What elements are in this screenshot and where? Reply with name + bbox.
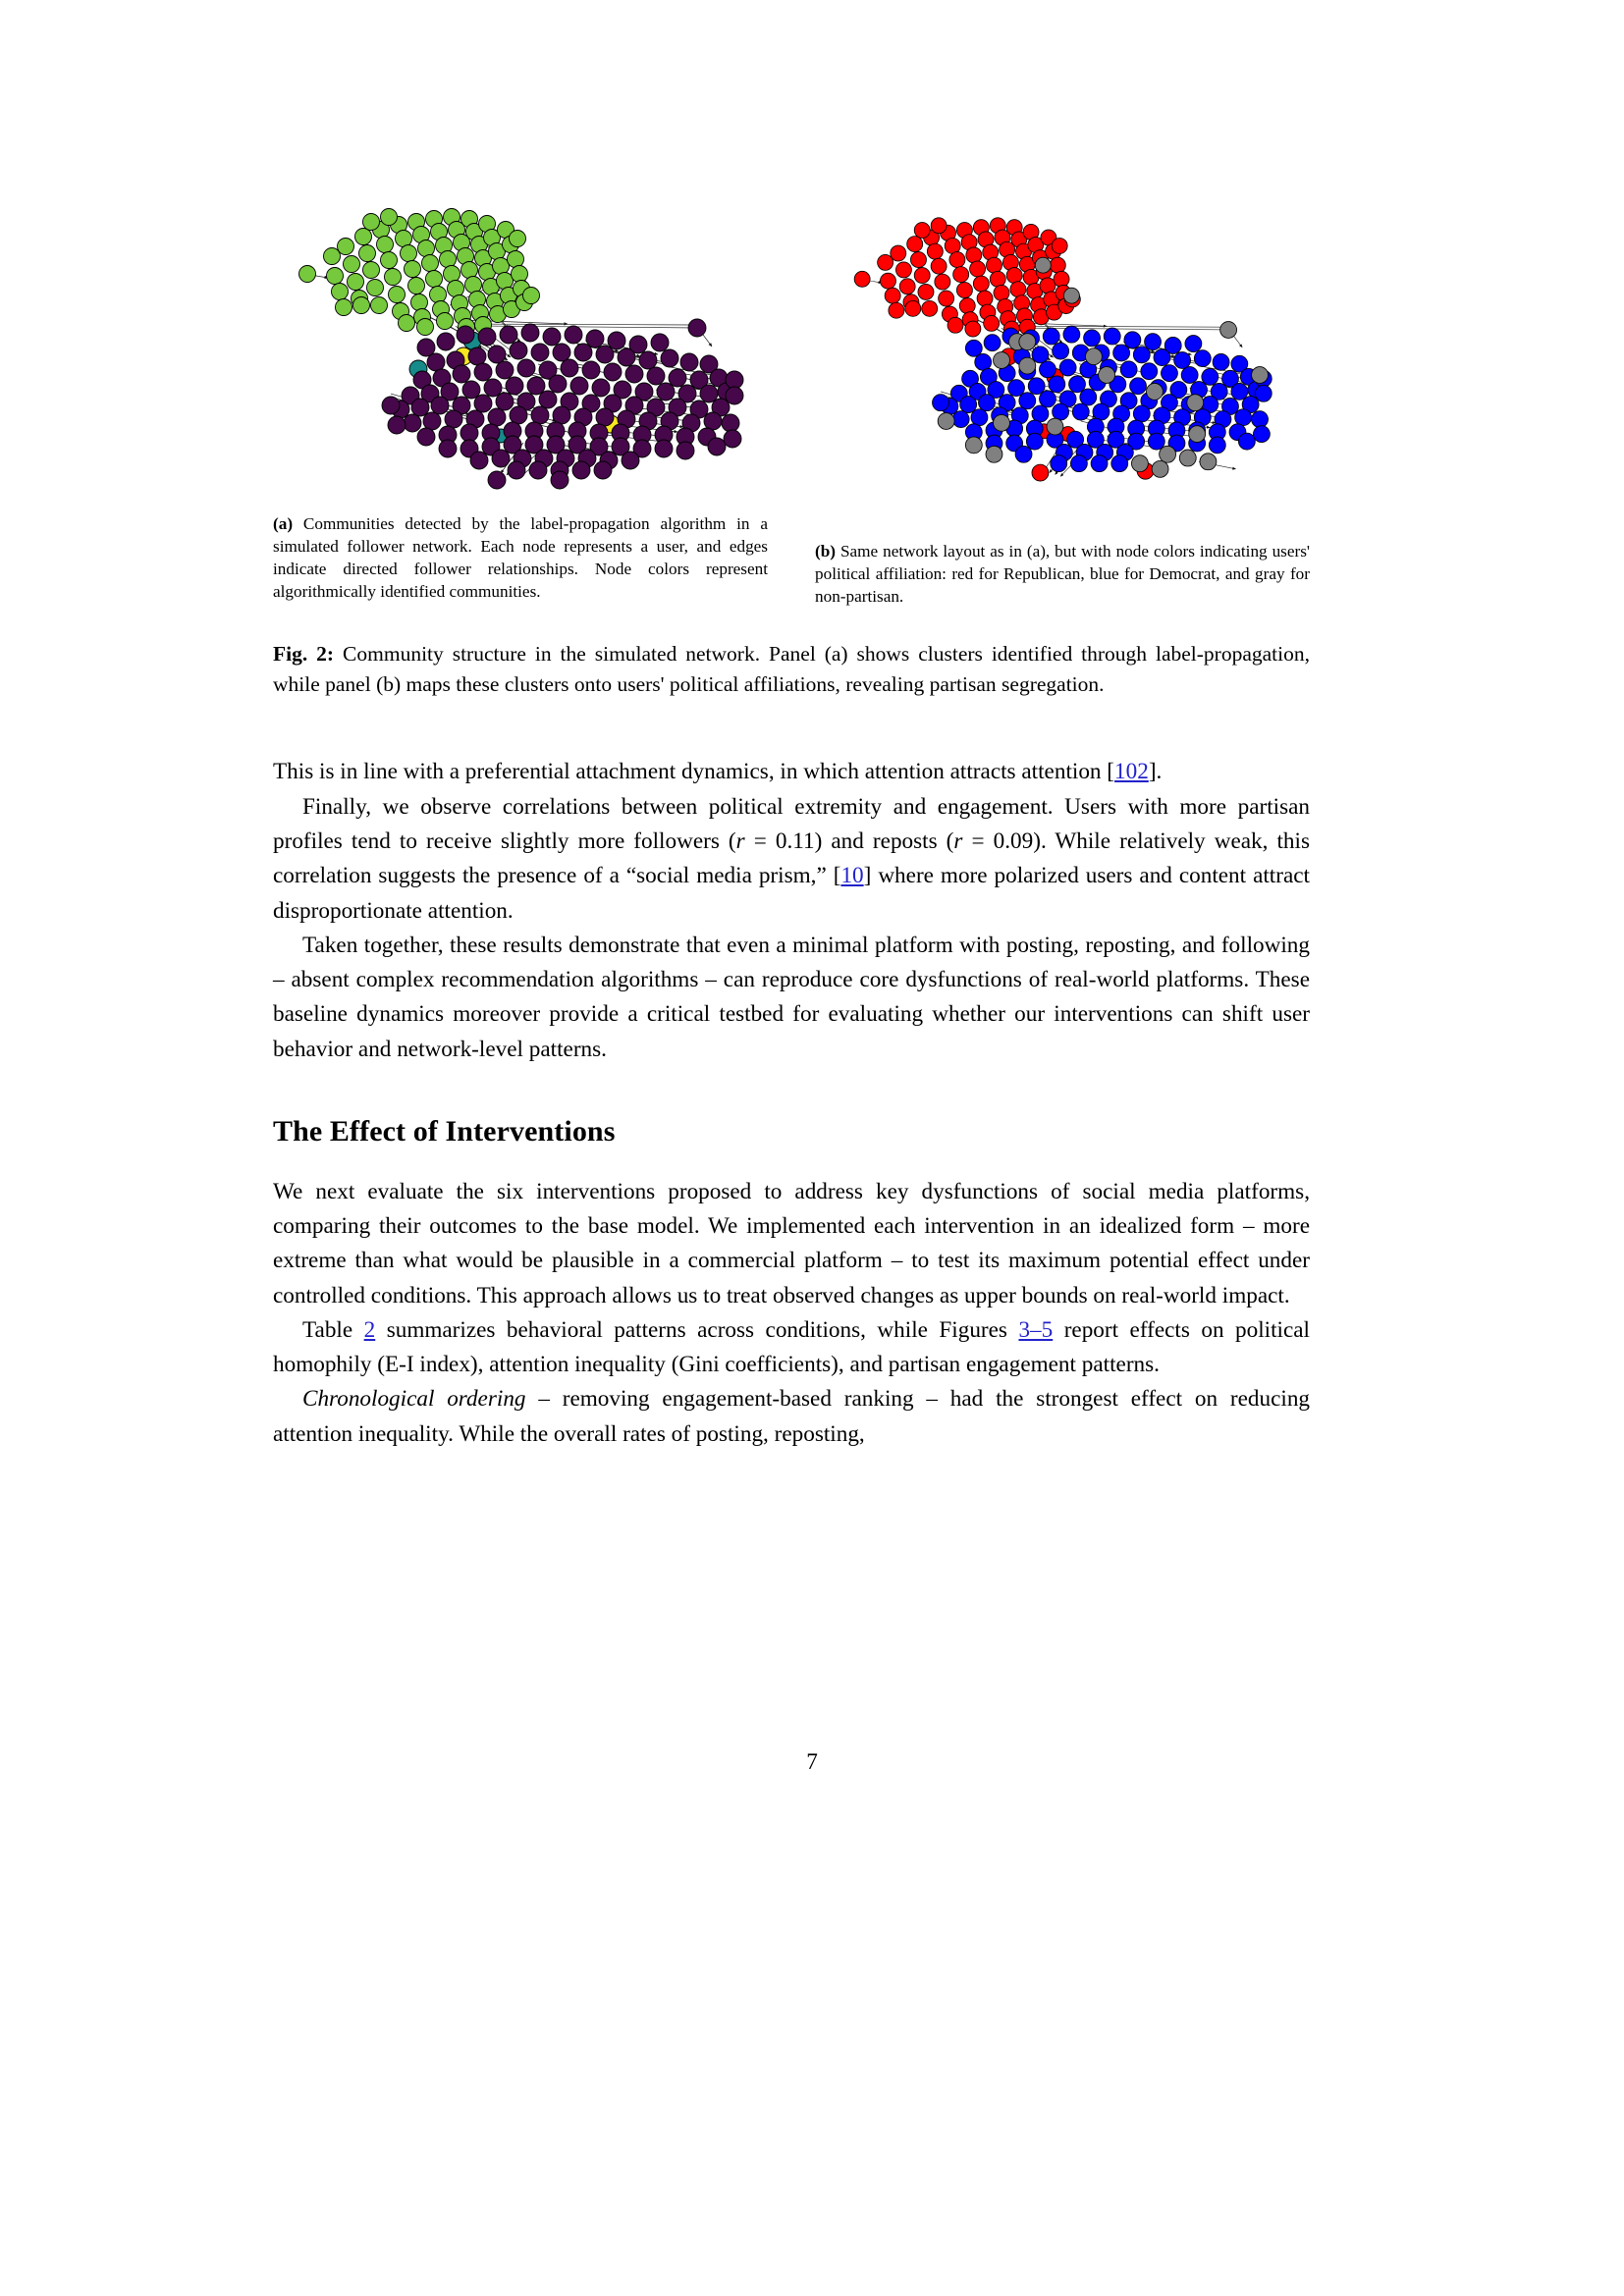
political-affiliation-network-graph	[815, 192, 1310, 516]
para6-rest: – removing engagement-based ranking – had the strongest effect on reducing attention inequality. While the overall rates of posting, reposting,	[273, 1386, 1311, 1447]
page-number: 7	[806, 1749, 818, 1775]
panel-b-caption	[815, 540, 1310, 608]
para6-emph: Chronological ordering	[302, 1386, 526, 1413]
para5-seg2: summarizes behavioral patterns across conditions, while Figures	[375, 1316, 1019, 1343]
para2-r1-var: r	[735, 828, 745, 855]
para2-r2-var: r	[953, 828, 963, 855]
paragraph-preferential-attachment	[273, 755, 1310, 789]
citation-102[interactable]: 102	[1114, 759, 1149, 785]
panel-a-caption-text: Communities detected by the label-propagation algorithm in a simulated follower network. Each node represents a user, and edges indicate directed follower relationships. Node colors represent algorithmically identified communities.	[273, 514, 769, 602]
panel-b-caption-text: Same network layout as in (a), but with node colors indicating users' political affiliation: red for Republican, blue for Democrat, and gray for non-partisan.	[815, 542, 1310, 607]
figure-2-caption-text: Community structure in the simulated network. Panel (a) shows clusters identified through label-propagation, while panel (b) maps these clusters onto users' political affiliations, revealing partisan segregation.	[273, 642, 1310, 697]
table-reference-2[interactable]: 2	[363, 1316, 376, 1343]
figure-panel-b	[815, 192, 1310, 608]
paragraph-taken-together: Taken together, these results demonstrate that even a minimal platform with posting, reposting, and following – absent complex recommendation algorithms – can reproduce core dysfunctions of real-world platforms. These baseline dynamics moreover provide a critical testbed for evaluating whether our interventions can shift user behavior and network-level patterns.	[273, 932, 1310, 1062]
figure-2-label: Fig. 2:	[273, 642, 335, 667]
section-heading-effect-of-interventions: The Effect of Interventions	[273, 1114, 616, 1148]
para1-before-cite: This is in line with a preferential attachment dynamics, in which attention attracts attention [	[273, 759, 1115, 785]
panel-b-label: (b)	[815, 542, 837, 561]
citation-10[interactable]: 10	[840, 863, 864, 889]
paragraph-correlations	[273, 790, 1310, 929]
para5-seg3: report effects on political homophily (E-I index), attention inequality (Gini coefficients), and partisan engagement patterns.	[273, 1316, 1310, 1378]
figure-panel-a	[273, 192, 768, 603]
para2-seg3: ). While relatively weak, this correlation suggests the presence of a “social media prism,” [	[273, 828, 1310, 889]
page-content-column	[273, 0, 1310, 1452]
para2-seg4: ] where more polarized users and content attract disproportionate attention.	[273, 863, 1310, 924]
community-network-graph	[273, 192, 768, 487]
para5-seg1: Table	[302, 1316, 364, 1343]
figure-panels-row	[273, 192, 1310, 608]
para2-seg1: Finally, we observe correlations between political extremity and engagement. Users with more partisan profiles tend to receive slightly more followers (	[273, 793, 1310, 855]
figure-2-caption	[273, 639, 1310, 700]
para2-r2-val: 0.09	[993, 828, 1034, 855]
political-affiliation-network-svg	[815, 192, 1310, 497]
panel-a-caption	[273, 512, 768, 603]
para2-r1-eq: =	[744, 828, 776, 855]
figure-2-block	[273, 192, 1310, 700]
paragraph-table-figures-refs	[273, 1313, 1310, 1383]
body-text	[273, 755, 1310, 1452]
paragraph-six-interventions: We next evaluate the six interventions proposed to address key dysfunctions of social media platforms, comparing their outcomes to the base model. We implemented each intervention in an idealized form – more extreme than what would be plausible in a commercial platform – to test its maximum potential effect under controlled conditions. This approach allows us to treat observed changes as upper bounds on real-world impact.	[273, 1178, 1310, 1308]
para2-r1-val: 0.11	[775, 828, 815, 855]
panel-a-label: (a)	[273, 514, 294, 533]
community-network-svg	[273, 192, 768, 497]
figure-reference-3-5[interactable]: 3–5	[1018, 1316, 1054, 1343]
paragraph-chronological-ordering	[273, 1382, 1310, 1452]
para2-seg2: ) and reposts (	[814, 828, 954, 855]
para1-after-cite: ].	[1148, 759, 1163, 785]
para2-r2-eq: =	[962, 828, 994, 855]
